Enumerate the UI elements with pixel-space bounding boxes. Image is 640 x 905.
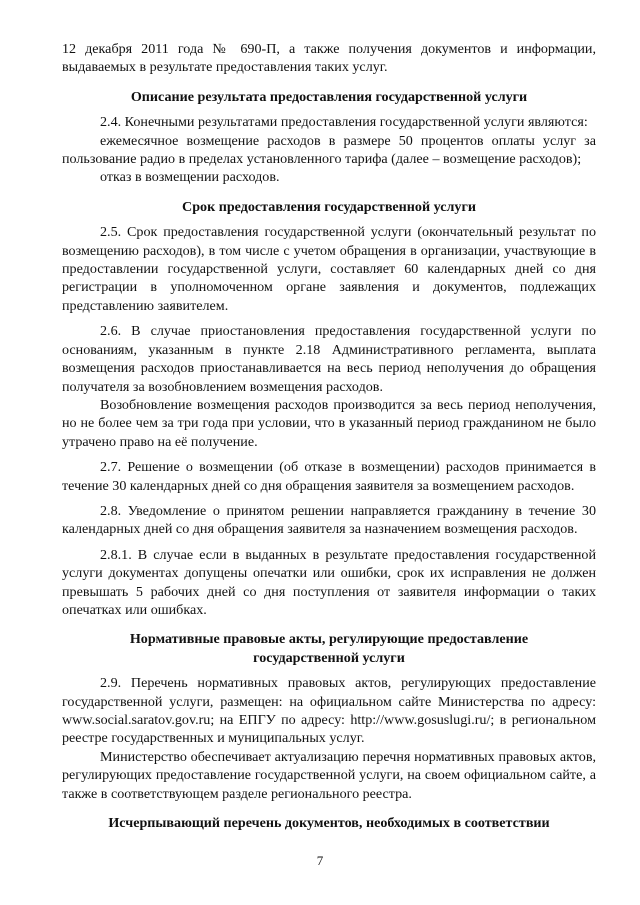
- heading-term: Срок предоставления государственной услуги: [182, 198, 476, 215]
- paragraph-2-8: 2.8. Уведомление о принятом решении направляется гражданину в течение 30 календарных дней со дня обращения заявителя за назначением возмещения расходов.: [62, 502, 596, 538]
- heading-result: Описание результата предоставления государственной услуги: [130, 88, 528, 105]
- paragraph-2-4-a: ежемесячное возмещение расходов в размере 50 процентов оплаты услуг за пользование радио в пределах установленного тарифа (далее – возмещение расходов);: [62, 132, 596, 168]
- paragraph-2-9-b: Министерство обеспечивает актуализацию перечня нормативных правовых актов, регулирующих предоставление государственной услуги, на своем официальном сайте, а также в соответствующем разделе регионального реестра.: [62, 748, 596, 802]
- paragraph-2-6-b: Возобновление возмещения расходов производится за весь период неполучения, но не более чем за три года при условии, что в указанный период гражданином не было утрачено право на её получение.: [62, 396, 596, 450]
- page-number: 7: [316, 853, 324, 868]
- paragraph-2-9: 2.9. Перечень нормативных правовых актов, регулирующих предоставление государственной услуги, размещен: на официальном сайте Министерства по адресу: www.social.saratov.gov.ru; на ЕПГУ по адресу: http://www.gosuslugi.ru/; в региональном реестре государственных и муниципальных услуг.: [62, 675, 596, 747]
- paragraph-2-6: 2.6. В случае приостановления предоставления государственной услуги по основаниям, указанным в пункте 2.18 Административного регламента, выплата возмещения расходов приостанавливается на весь период неполучения до обращения получателя за возобновлением возмещения расходов.: [62, 323, 596, 395]
- paragraph-2-5: 2.5. Срок предоставления государственной услуги (окончательный результат по возмещению расходов), в том числе с учетом обращения в организации, участвующие в предоставлении государственной услуги, составляет 60 календарных дней со дня регистрации в уполномоченном органе заявления и документов, подлежащих представлению заявителем.: [62, 224, 596, 314]
- paragraph-2-4-b: отказ в возмещении расходов.: [100, 169, 280, 186]
- heading-legal-acts: [62, 630, 596, 667]
- paragraph-intro: 12 декабря 2011 года № 690-П, а также получения документов и информации, выдаваемых в результате предоставления таких услуг.: [62, 41, 596, 76]
- heading-legal-acts-line-1: Нормативные правовые акты, регулирующие предоставление: [129, 631, 529, 648]
- paragraph-2-4: 2.4. Конечными результатами предоставления государственной услуги являются:: [100, 114, 588, 131]
- heading-documents: Исчерпывающий перечень документов, необходимых в соответствии: [108, 815, 550, 832]
- heading-legal-acts-line-2: государственной услуги: [253, 649, 405, 666]
- paragraph-2-7: 2.7. Решение о возмещении (об отказе в возмещении) расходов принимается в течение 30 календарных дней со дня обращения заявителя за возмещением расходов.: [62, 459, 596, 494]
- paragraph-2-8-1: 2.8.1. В случае если в выданных в результате предоставления государственной услуги документах допущены опечатки или ошибки, срок их исправления не должен превышать 5 рабочих дней со дня поступления от заявителя информации о таких опечатках или ошибках.: [62, 546, 596, 618]
